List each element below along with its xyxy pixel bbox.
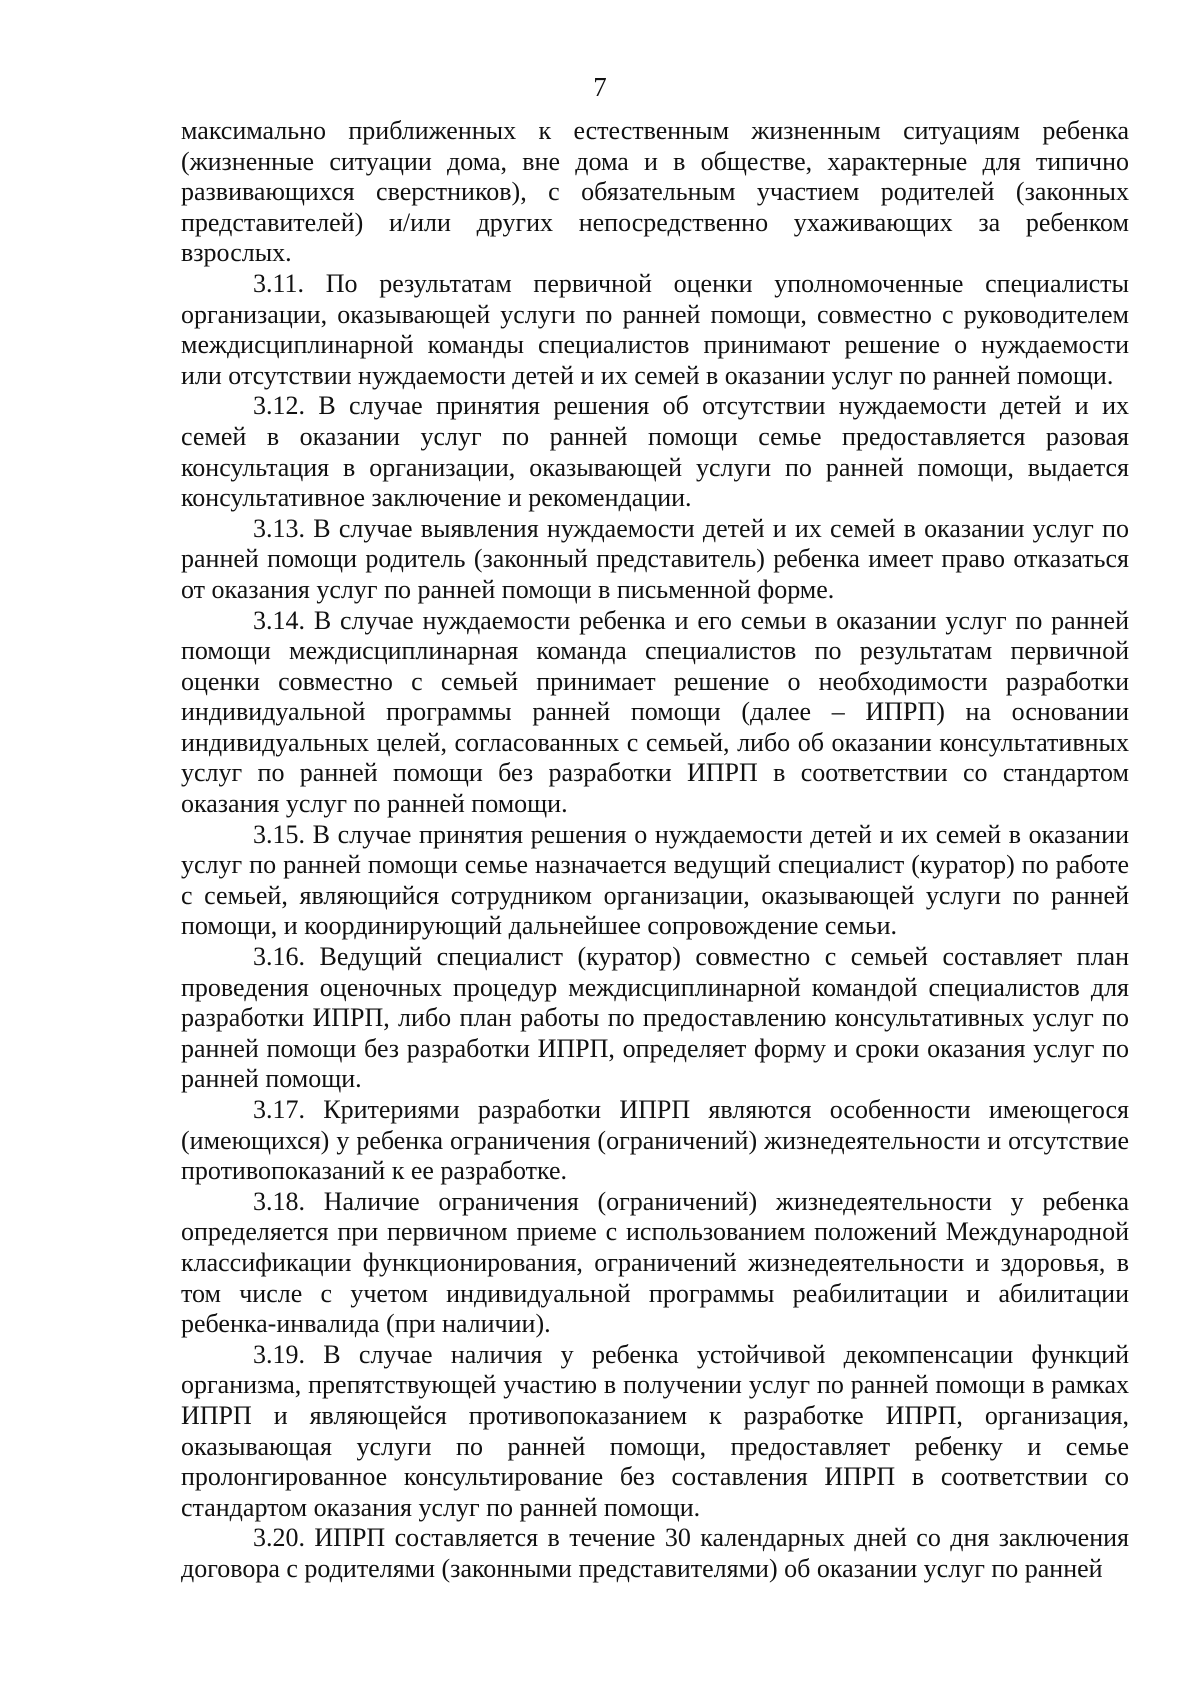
paragraph-3-18: 3.18. Наличие ограничения (ограничений) жизнедеятельности у ребенка определяется при первичном приеме с использованием положений Международной классификации функционирования, ограничений жизнедеятельности и здоровья, в том числе с учетом индивидуальной программы реабилитации и абилитации ребенка-инвалида (при наличии). [181, 1186, 1129, 1339]
paragraph-3-11: 3.11. По результатам первичной оценки уполномоченные специалисты организации, оказывающей услуги по ранней помощи, совместно с руководителем междисциплинарной команды специалистов принимают решение о нуждаемости или отсутствии нуждаемости детей и их семей в оказании услуг по ранней помощи. [181, 268, 1129, 390]
paragraph-continuation: максимально приближенных к естественным жизненным ситуациям ребенка (жизненные ситуации дома, вне дома и в обществе, характерные для типично развивающихся сверстников), с обязательным участием родителей (законных представителей) и/или других непосредственно ухаживающих за ребенком взрослых. [181, 116, 1129, 268]
paragraph-3-16: 3.16. Ведущий специалист (куратор) совместно с семьей составляет план проведения оценочных процедур междисциплинарной командой специалистов для разработки ИПРП, либо план работы по предоставлению консультативных услуг по ранней помощи без разработки ИПРП, определяет форму и сроки оказания услуг по ранней помощи. [181, 942, 1129, 1094]
paragraph-3-15: 3.15. В случае принятия решения о нуждаемости детей и их семей в оказании услуг по ранней помощи семье назначается ведущий специалист (куратор) по работе с семьей, являющийся сотрудником организации, оказывающей услуги по ранней помощи, и координирующий дальнейшее сопровождение семьи. [181, 819, 1129, 941]
paragraph-3-19: 3.19. В случае наличия у ребенка устойчивой декомпенсации функций организма, препятствующей участию в получении услуг по ранней помощи в рамках ИПРП и являющейся противопоказанием к разработке ИПРП, организация, оказывающая услуги по ранней помощи, предоставляет ребенку и семье пролонгированное консультирование без составления ИПРП в соответствии со стандартом оказания услуг по ранней помощи. [181, 1339, 1129, 1522]
paragraph-3-14: 3.14. В случае нуждаемости ребенка и его семьи в оказании услуг по ранней помощи междисциплинарная команда специалистов по результатам первичной оценки совместно с семьей принимает решение о необходимости разработки индивидуальной программы ранней помощи (далее – ИПРП) на основании индивидуальных целей, согласованных с семьей, либо об оказании консультативных услуг по ранней помощи без разработки ИПРП в соответствии со стандартом оказания услуг по ранней помощи. [181, 605, 1129, 819]
paragraph-3-20: 3.20. ИПРП составляется в течение 30 календарных дней со дня заключения договора с родителями (законными представителями) об оказании услуг по ранней [181, 1523, 1129, 1583]
page-number: 7 [593, 72, 607, 102]
paragraph-3-17: 3.17. Критериями разработки ИПРП являются особенности имеющегося (имеющихся) у ребенка ограничения (ограничений) жизнедеятельности и отсутствие противопоказаний к ее разработке. [181, 1095, 1129, 1186]
paragraph-3-12: 3.12. В случае принятия решения об отсутствии нуждаемости детей и их семей в оказании услуг по ранней помощи семье предоставляется разовая консультация в организации, оказывающей услуги по ранней помощи, выдается консультативное заключение и рекомендации. [181, 391, 1129, 513]
document-body [181, 116, 1129, 1585]
paragraph-3-13: 3.13. В случае выявления нуждаемости детей и их семей в оказании услуг по ранней помощи родитель (законный представитель) ребенка имеет право отказаться от оказания услуг по ранней помощи в письменной форме. [181, 513, 1129, 604]
